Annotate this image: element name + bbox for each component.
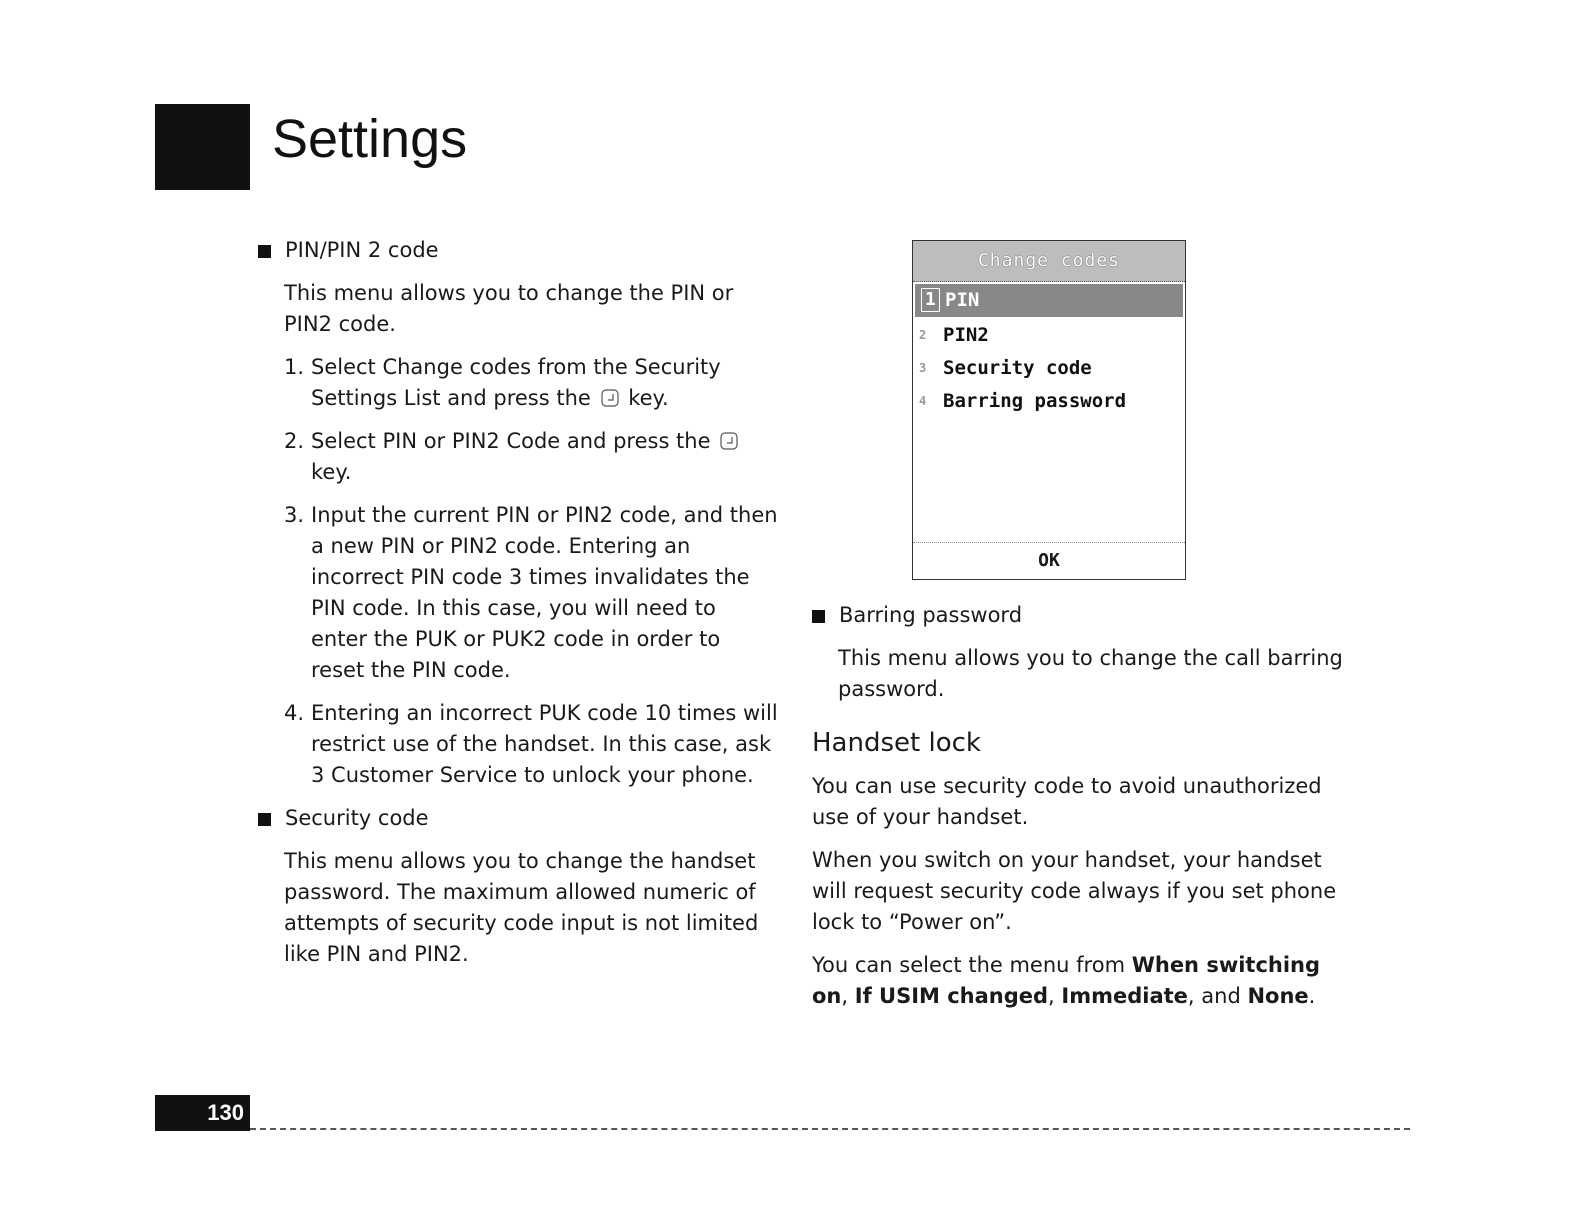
barring-section-heading: [812, 600, 1352, 631]
page-number: 130: [155, 1095, 250, 1131]
menu-item-label: PIN: [945, 289, 980, 311]
step-text: Entering an incorrect PUK code 10 times will restrict use of the handset. In this case, ask 3 Customer Service to unlock your phone.: [311, 701, 778, 787]
phone-ok-softkey: OK: [913, 542, 1185, 579]
menu-item-number: 2: [919, 328, 927, 342]
option-when-switching-on: When switching on: [812, 953, 1321, 1008]
ok-key-icon: [719, 430, 739, 452]
handset-lock-heading: Handset lock: [812, 728, 981, 758]
option-none: None: [1247, 984, 1309, 1008]
p3-sep: ,: [1048, 984, 1062, 1008]
handset-lock-p1: You can use security code to avoid unauthorized use of your handset.: [812, 774, 1322, 829]
menu-item-label: Security code: [943, 357, 1092, 379]
pin-intro: This menu allows you to change the PIN or PIN2 code.: [284, 281, 734, 336]
option-immediate: Immediate: [1061, 984, 1188, 1008]
pin-section-heading: [258, 235, 778, 266]
step-text-end: key.: [311, 460, 352, 484]
pin-heading-text: PIN/PIN 2 code: [285, 238, 439, 262]
p3-end: .: [1308, 984, 1316, 1008]
step-text-end: key.: [628, 386, 669, 410]
menu-item-number: 3: [919, 361, 927, 375]
bullet-square-icon: [258, 245, 271, 258]
phone-menu-item-pin2: [913, 319, 1185, 352]
security-section-heading: [258, 803, 778, 834]
bullet-square-icon: [258, 813, 271, 826]
step-number: 4.: [284, 701, 305, 725]
phone-screen-title: Change codes: [913, 241, 1185, 282]
phone-menu-item-security-code: [913, 352, 1185, 385]
handset-lock-p2: When you switch on your handset, your handset will request security code always if you set phone lock to “Power on”.: [812, 848, 1337, 934]
page-title: Settings: [272, 109, 468, 169]
p3-text: You can select the menu from: [812, 953, 1132, 977]
ok-key-icon: [600, 387, 620, 409]
step-number: 2.: [284, 429, 305, 453]
phone-screen-figure: [912, 240, 1186, 580]
bullet-square-icon: [812, 610, 825, 623]
menu-item-label: PIN2: [943, 324, 989, 346]
step-text: Input the current PIN or PIN2 code, and then a new PIN or PIN2 code. Entering an incorrect PIN code 3 times invalidates the PIN code. In this case, you will need to enter the PUK or PUK2 code in order to reset the PIN code.: [311, 503, 778, 682]
menu-item-label: Barring password: [943, 390, 1127, 412]
handset-lock-p3: [812, 950, 1352, 1012]
right-column: [812, 600, 1352, 1024]
step-text: Select Change codes from the Security Settings List and press the: [311, 355, 721, 410]
step-number: 1.: [284, 355, 305, 379]
option-if-usim-changed: If USIM changed: [854, 984, 1049, 1008]
step-text: Select PIN or PIN2 Code and press the: [311, 429, 711, 453]
list-item: [284, 500, 778, 686]
menu-item-number: 1: [921, 288, 940, 312]
barring-heading-text: Barring password: [839, 603, 1023, 627]
security-heading-text: Security code: [285, 806, 429, 830]
list-item: [284, 426, 778, 488]
footer-dashed-rule: [250, 1128, 1410, 1130]
menu-item-number: 4: [919, 394, 927, 408]
left-column: [258, 235, 778, 982]
pin-steps-list: [284, 352, 778, 791]
step-number: 3.: [284, 503, 305, 527]
p3-sep: ,: [841, 984, 855, 1008]
list-item: [284, 352, 778, 414]
phone-menu-item-pin: [915, 284, 1183, 317]
security-text: This menu allows you to change the handset password. The maximum allowed numeric of attempts of security code input is not limited like PIN and PIN2.: [284, 849, 759, 966]
p3-sep: , and: [1187, 984, 1248, 1008]
barring-text: This menu allows you to change the call barring password.: [838, 646, 1343, 701]
list-item: [284, 698, 778, 791]
phone-menu-item-barring-password: [913, 385, 1185, 418]
title-marker-block: [155, 104, 250, 190]
